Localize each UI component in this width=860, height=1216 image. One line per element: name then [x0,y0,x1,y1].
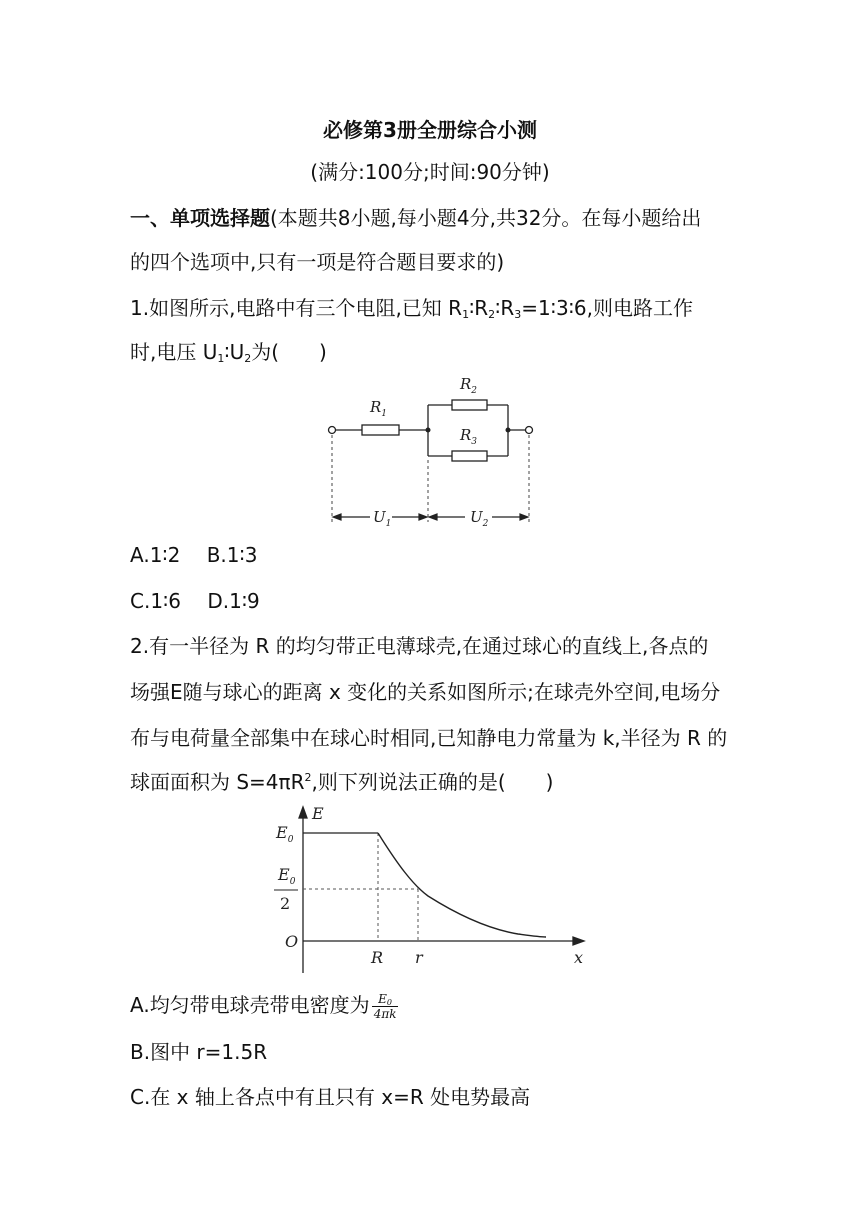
density-fraction: $\frac{E_0}{4\pi k}$ [373,992,397,1021]
svg-text:U2: $U_2$ [470,508,489,529]
svg-text:U1: $U_1$ [373,508,392,529]
svg-text:R: R [371,948,384,967]
field-graph [268,803,598,978]
page-subtitle: (满分:100分;时间:90分钟) [310,160,550,184]
q2-option-b: B.图中 r=1.5R [130,1040,268,1064]
svg-text:r: r [415,948,423,967]
svg-text:R3: $R_3$ [460,426,478,447]
resistor-r1 [362,425,399,435]
section-heading: 一、单项选择题 [130,206,270,230]
svg-text:E0: $E_0$ [276,823,294,845]
q2-line1: 2.有一半径为 R 的均匀带正电薄球壳,在通过球心的直线上,各点的 [130,634,709,658]
right-terminal [526,427,533,434]
resistor-r2 [452,400,487,410]
circuit-diagram [320,370,550,535]
left-terminal [329,427,336,434]
q1-line1: 1.如图所示,电路中有三个电阻,已知 $R_1∶R_2∶R_3=1∶3∶6$,则电路工作 [130,296,693,321]
svg-text:x: x [574,948,584,967]
section-desc-1: (本题共8小题,每小题4分,共32分。在每小题给出 [270,206,702,230]
svg-text:R2: $R_2$ [460,375,478,396]
svg-text:E: E [312,804,324,823]
q1-line2: 时,电压 $U_1∶U_2$为( ) [130,340,327,365]
svg-text:O: O [285,932,299,951]
q2-line4: 球面面积为 $S=4\pi R^2$,则下列说法正确的是( ) [130,770,554,794]
q2-option-a: A.均匀带电球壳带电密度为 $\frac{E_0}{4\pi k}$ [130,992,397,1021]
q2-line2: 场强E随与球心的距离 x 变化的关系如图所示;在球壳外空间,电场分 [130,680,721,704]
q1-options-row1: A.1∶2 B.1∶3 [130,543,258,567]
q2-option-c: C.在 x 轴上各点中有且只有 x=R 处电势最高 [130,1085,531,1109]
section-header [130,206,701,230]
svg-text:2: 2 [280,894,291,913]
field-curve [378,833,546,937]
svg-text:R1: $R_1$ [370,398,388,419]
svg-text:E0: $E_0$ [278,865,296,887]
section-desc-2: 的四个选项中,只有一项是符合题目要求的) [130,250,505,274]
resistor-r3 [452,451,487,461]
q2-line3: 布与电荷量全部集中在球心时相同,已知静电力常量为 k,半径为 R 的 [130,726,728,750]
q1-options-row2: C.1∶6 D.1∶9 [130,589,260,613]
page-title: 必修第3册全册综合小测 [323,118,537,142]
